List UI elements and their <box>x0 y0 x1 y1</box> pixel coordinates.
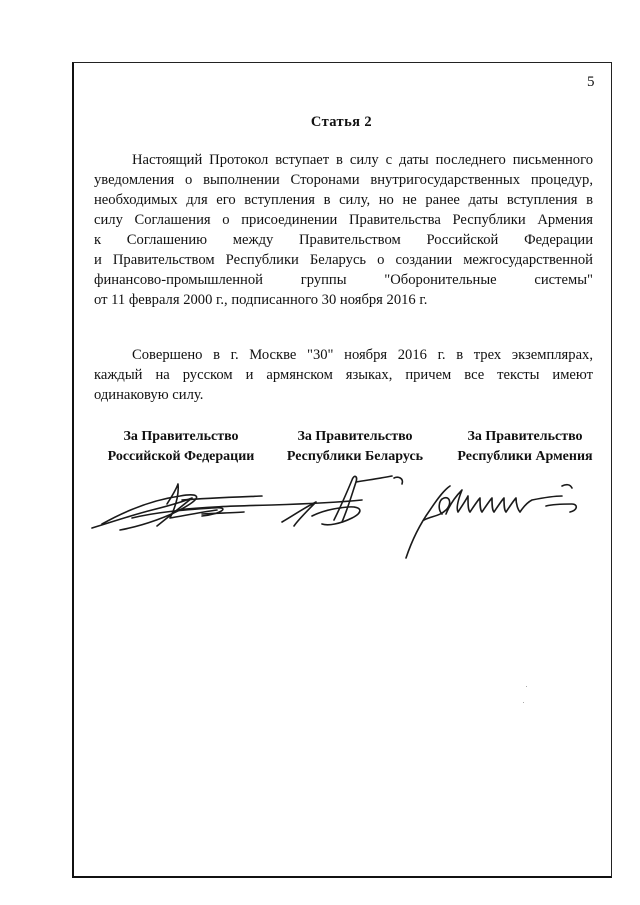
signatory-line: Российской Федерации <box>107 449 255 464</box>
paragraph-line: силу Соглашения о присоединении Правительства Республики Армения <box>94 212 593 228</box>
signature-armenia <box>406 485 576 558</box>
paragraph-line: Совершено в г. Москве "30" ноября 2016 г. в трех экземплярах, <box>132 347 593 363</box>
paragraph-line: необходимых для его вступления в силу, но не ранее даты вступления в <box>94 192 593 208</box>
signatures-area <box>72 460 611 580</box>
paragraph-line: и Правительством Республики Беларусь о создании межгосударственной <box>94 252 593 268</box>
paragraph-line: финансово-промышленной группы "Оборонительные системы" <box>94 272 593 288</box>
paragraph-line: одинаковую силу. <box>94 387 204 403</box>
page-number: 5 <box>587 74 595 90</box>
paragraph-line: Настоящий Протокол вступает в силу с даты последнего письменного <box>132 152 593 168</box>
paragraph-done-at <box>94 345 593 405</box>
paragraph-line: к Соглашению между Правительством Российской Федерации <box>94 232 593 248</box>
signatory-line: Республики Армения <box>457 449 593 464</box>
signature-belarus <box>282 476 402 526</box>
signatory-line: За Правительство <box>467 429 583 444</box>
signature-russia <box>92 484 362 530</box>
signatory-line: За Правительство <box>123 429 239 444</box>
paragraph-line: от 11 февраля 2000 г., подписанного 30 ноября 2016 г. <box>94 292 428 308</box>
scan-speck <box>526 686 527 687</box>
article-title: Статья 2 <box>310 114 373 130</box>
paragraph-line: каждый на русском и армянском языках, причем все тексты имеют <box>94 367 593 383</box>
signatory-line: За Правительство <box>297 429 413 444</box>
paragraph-line: уведомления о выполнении Сторонами внутригосударственных процедур, <box>94 172 593 188</box>
paragraph-entry-into-force <box>94 150 593 310</box>
signatory-line: Республики Беларусь <box>286 449 424 464</box>
scan-speck <box>523 702 524 703</box>
